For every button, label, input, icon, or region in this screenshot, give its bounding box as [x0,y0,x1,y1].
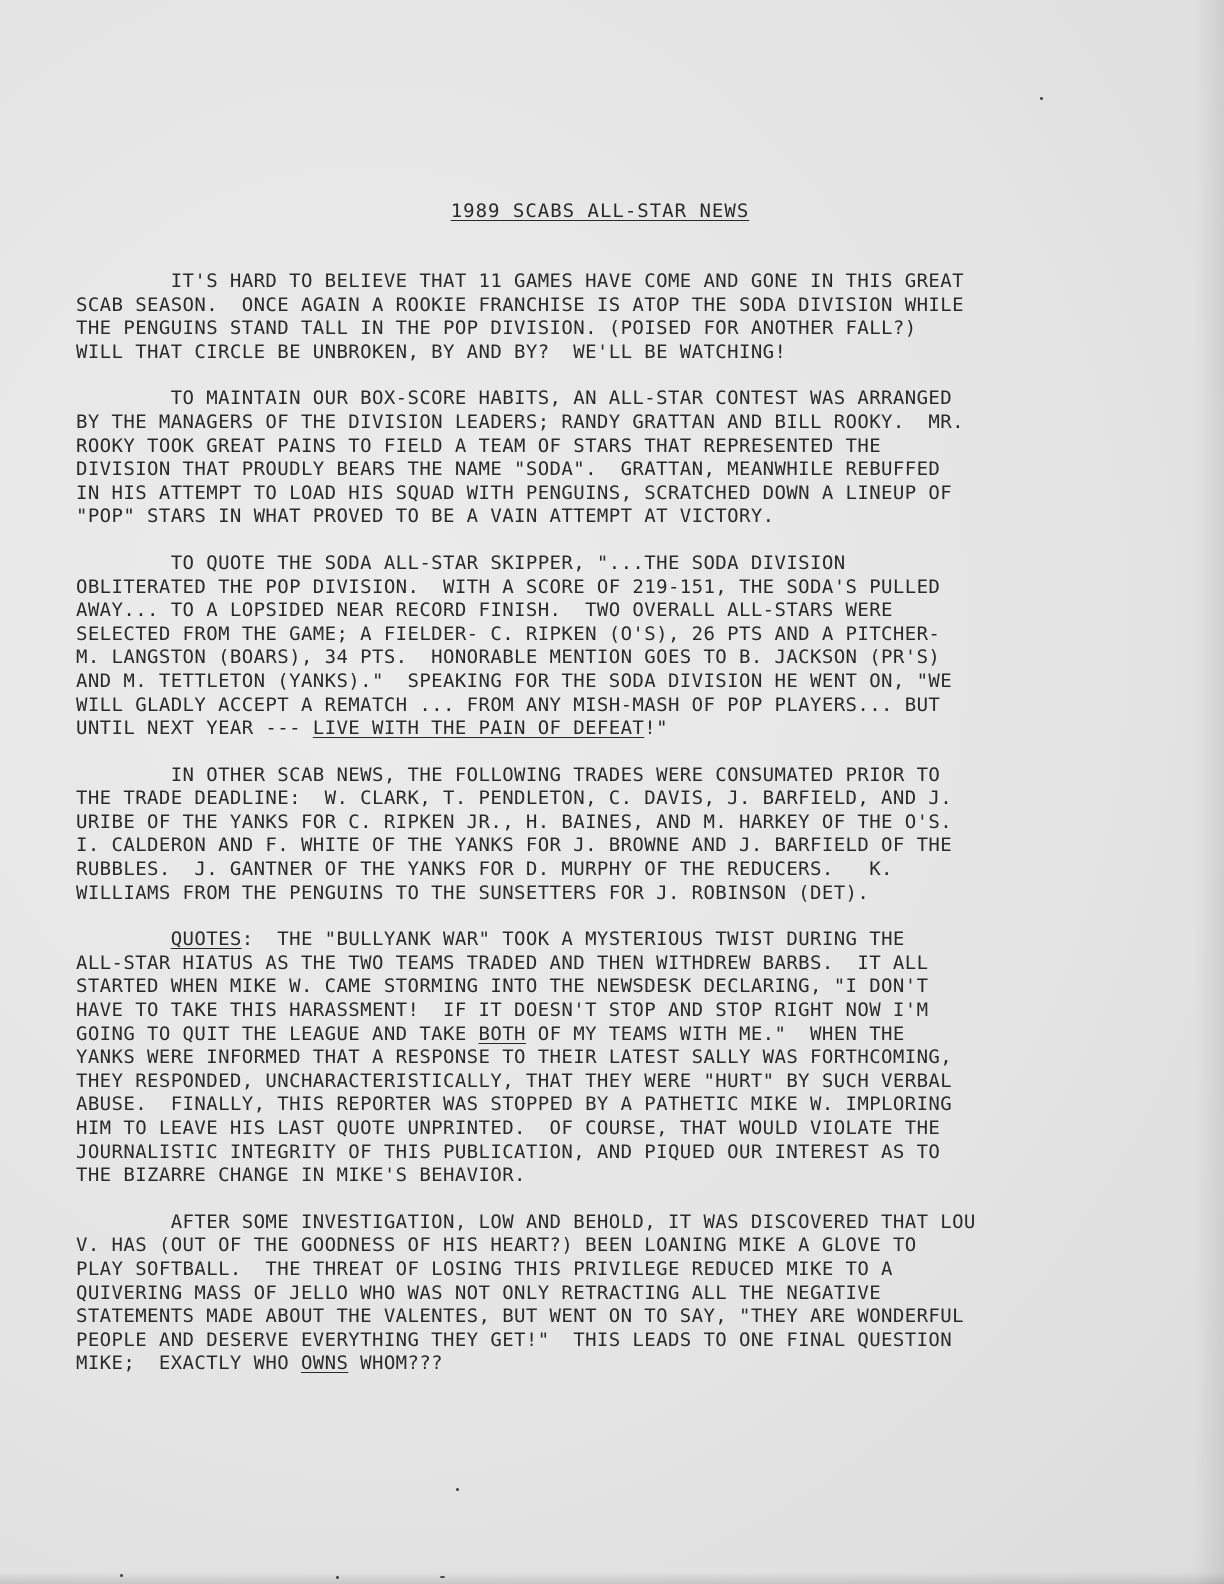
text-line [76,1352,1186,1376]
text-line: SELECTED FROM THE GAME; A FIELDER- C. RIPKEN (O'S), 26 PTS AND A PITCHER- [76,622,941,645]
text-line: WILL THAT CIRCLE BE UNBROKEN, BY AND BY? WE'LL BE WATCHING! [76,340,787,363]
paragraph-3 [76,552,1186,741]
text-line: WILL GLADLY ACCEPT A REMATCH ... FROM ANY MISH-MASH OF POP PLAYERS... BUT [76,693,941,716]
text-line: YANKS WERE INFORMED THAT A RESPONSE TO THEIR LATEST SALLY WAS FORTHCOMING, [76,1046,953,1069]
text-line: QUIVERING MASS OF JELLO WHO WAS NOT ONLY RETRACTING ALL THE NEGATIVE [76,1281,882,1304]
text-line: AND M. TETTLETON (YANKS)." SPEAKING FOR THE SODA DIVISION HE WENT ON, "WE [76,669,953,692]
text-line: THE PENGUINS STAND TALL IN THE POP DIVISION. (POISED FOR ANOTHER FALL?) [76,317,917,340]
text-line: WILLIAMS FROM THE PENGUINS TO THE SUNSETTERS FOR J. ROBINSON (DET). [76,881,870,904]
text-line: STATEMENTS MADE ABOUT THE VALENTES, BUT WENT ON TO SAY, "THEY ARE WONDERFUL [76,1305,964,1328]
text-segment: !" [644,717,668,740]
text-segment: MIKE; EXACTLY WHO [76,1352,301,1375]
underlined-phrase: LIVE WITH THE PAIN OF DEFEAT [312,717,645,740]
text-line: JOURNALISTIC INTEGRITY OF THIS PUBLICATION, AND PIQUED OUR INTEREST AS TO [76,1140,941,1163]
paper-speck [120,1574,123,1577]
text-line [76,717,1186,741]
text-line: AFTER SOME INVESTIGATION, LOW AND BEHOLD, IT WAS DISCOVERED THAT LOU [76,1210,976,1233]
paragraph-5 [76,928,1186,1188]
text-line: SCAB SEASON. ONCE AGAIN A ROOKIE FRANCHISE IS ATOP THE SODA DIVISION WHILE [76,293,964,316]
underlined-word: BOTH [478,1022,526,1045]
text-line: M. LANGSTON (BOARS), 34 PTS. HONORABLE MENTION GOES TO B. JACKSON (PR'S) [76,646,941,669]
text-line: IN OTHER SCAB NEWS, THE FOLLOWING TRADES WERE CONSUMATED PRIOR TO [76,763,941,786]
text-line: HAVE TO TAKE THIS HARASSMENT! IF IT DOESN'T STOP AND STOP RIGHT NOW I'M [76,999,929,1022]
text-line: THEY RESPONDED, UNCHARACTERISTICALLY, THAT THEY WERE "HURT" BY SUCH VERBAL [76,1069,953,1092]
paragraph-2 [76,387,1186,529]
paragraph-4 [76,764,1186,906]
text-segment: : THE "BULLYANK WAR" TOOK A MYSTERIOUS TWIST DURING THE [241,928,905,951]
page-edge-shadow [1194,0,1224,1584]
quotes-heading: QUOTES [170,928,242,951]
paper-speck [456,1488,459,1491]
page-bottom-shadow [0,1572,1224,1584]
text-line: RUBBLES. J. GANTNER OF THE YANKS FOR D. MURPHY OF THE REDUCERS. K. [76,858,893,881]
text-line: STARTED WHEN MIKE W. CAME STORMING INTO THE NEWSDESK DECLARING, "I DON'T [76,975,929,998]
underlined-word: OWNS [300,1352,349,1375]
text-line: HIM TO LEAVE HIS LAST QUOTE UNPRINTED. OF COURSE, THAT WOULD VIOLATE THE [76,1117,941,1139]
text-line: ABUSE. FINALLY, THIS REPORTER WAS STOPPED BY A PATHETIC MIKE W. IMPLORING [76,1093,953,1116]
text-line: BY THE MANAGERS OF THE DIVISION LEADERS; RANDY GRATTAN AND BILL ROOKY. MR. [76,410,964,433]
paper-speck [336,1576,339,1579]
text-line: TO QUOTE THE SODA ALL-STAR SKIPPER, "...THE SODA DIVISION [76,551,846,574]
text-segment: OF MY TEAMS WITH ME." WHEN THE [525,1022,905,1045]
paper-speck [440,1576,445,1578]
text-line: I. CALDERON AND F. WHITE OF THE YANKS FOR J. BROWNE AND J. BARFIELD OF THE [76,834,953,857]
text-line: PEOPLE AND DESERVE EVERYTHING THEY GET!" THIS LEADS TO ONE FINAL QUESTION [76,1328,953,1351]
text-line: OBLITERATED THE POP DIVISION. WITH A SCORE OF 219-151, THE SODA'S PULLED [76,575,941,598]
document-body [76,270,1186,1399]
text-line [76,928,1186,952]
text-line: "POP" STARS IN WHAT PROVED TO BE A VAIN ATTEMPT AT VICTORY. [76,505,775,528]
text-line: ALL-STAR HIATUS AS THE TWO TEAMS TRADED AND THEN WITHDREW BARBS. IT ALL [76,951,929,974]
text-segment: GOING TO QUIT THE LEAGUE AND TAKE [76,1022,479,1045]
text-line: URIBE OF THE YANKS FOR C. RIPKEN JR., H. BAINES, AND M. HARKEY OF THE O'S. [76,810,953,833]
text-line: ROOKY TOOK GREAT PAINS TO FIELD A TEAM OF STARS THAT REPRESENTED THE [76,434,882,457]
text-segment: WHOM??? [348,1352,444,1375]
text-line: AWAY... TO A LOPSIDED NEAR RECORD FINISH. TWO OVERALL ALL-STARS WERE [76,599,893,622]
text-segment [76,928,171,950]
text-line: THE BIZARRE CHANGE IN MIKE'S BEHAVIOR. [76,1164,526,1187]
text-line: IN HIS ATTEMPT TO LOAD HIS SQUAD WITH PENGUINS, SCRATCHED DOWN A LINEUP OF [76,481,953,504]
text-line: V. HAS (OUT OF THE GOODNESS OF HIS HEART?) BEEN LOANING MIKE A GLOVE TO [76,1234,917,1257]
paragraph-6 [76,1211,1186,1376]
text-line [76,1023,1186,1047]
document-title: 1989 SCABS ALL-STAR NEWS [450,200,750,222]
text-line: IT'S HARD TO BELIEVE THAT 11 GAMES HAVE COME AND GONE IN THIS GREAT [76,270,964,292]
text-line: PLAY SOFTBALL. THE THREAT OF LOSING THIS PRIVILEGE REDUCED MIKE TO A [76,1257,893,1280]
text-line: THE TRADE DEADLINE: W. CLARK, T. PENDLETON, C. DAVIS, J. BARFIELD, AND J. [76,787,953,810]
text-line: TO MAINTAIN OUR BOX-SCORE HABITS, AN ALL-STAR CONTEST WAS ARRANGED [76,387,953,410]
paragraph-1 [76,270,1186,364]
paper-speck [1040,97,1043,100]
text-line: DIVISION THAT PROUDLY BEARS THE NAME "SODA". GRATTAN, MEANWHILE REBUFFED [76,458,941,481]
text-segment: UNTIL NEXT YEAR --- [76,717,313,740]
